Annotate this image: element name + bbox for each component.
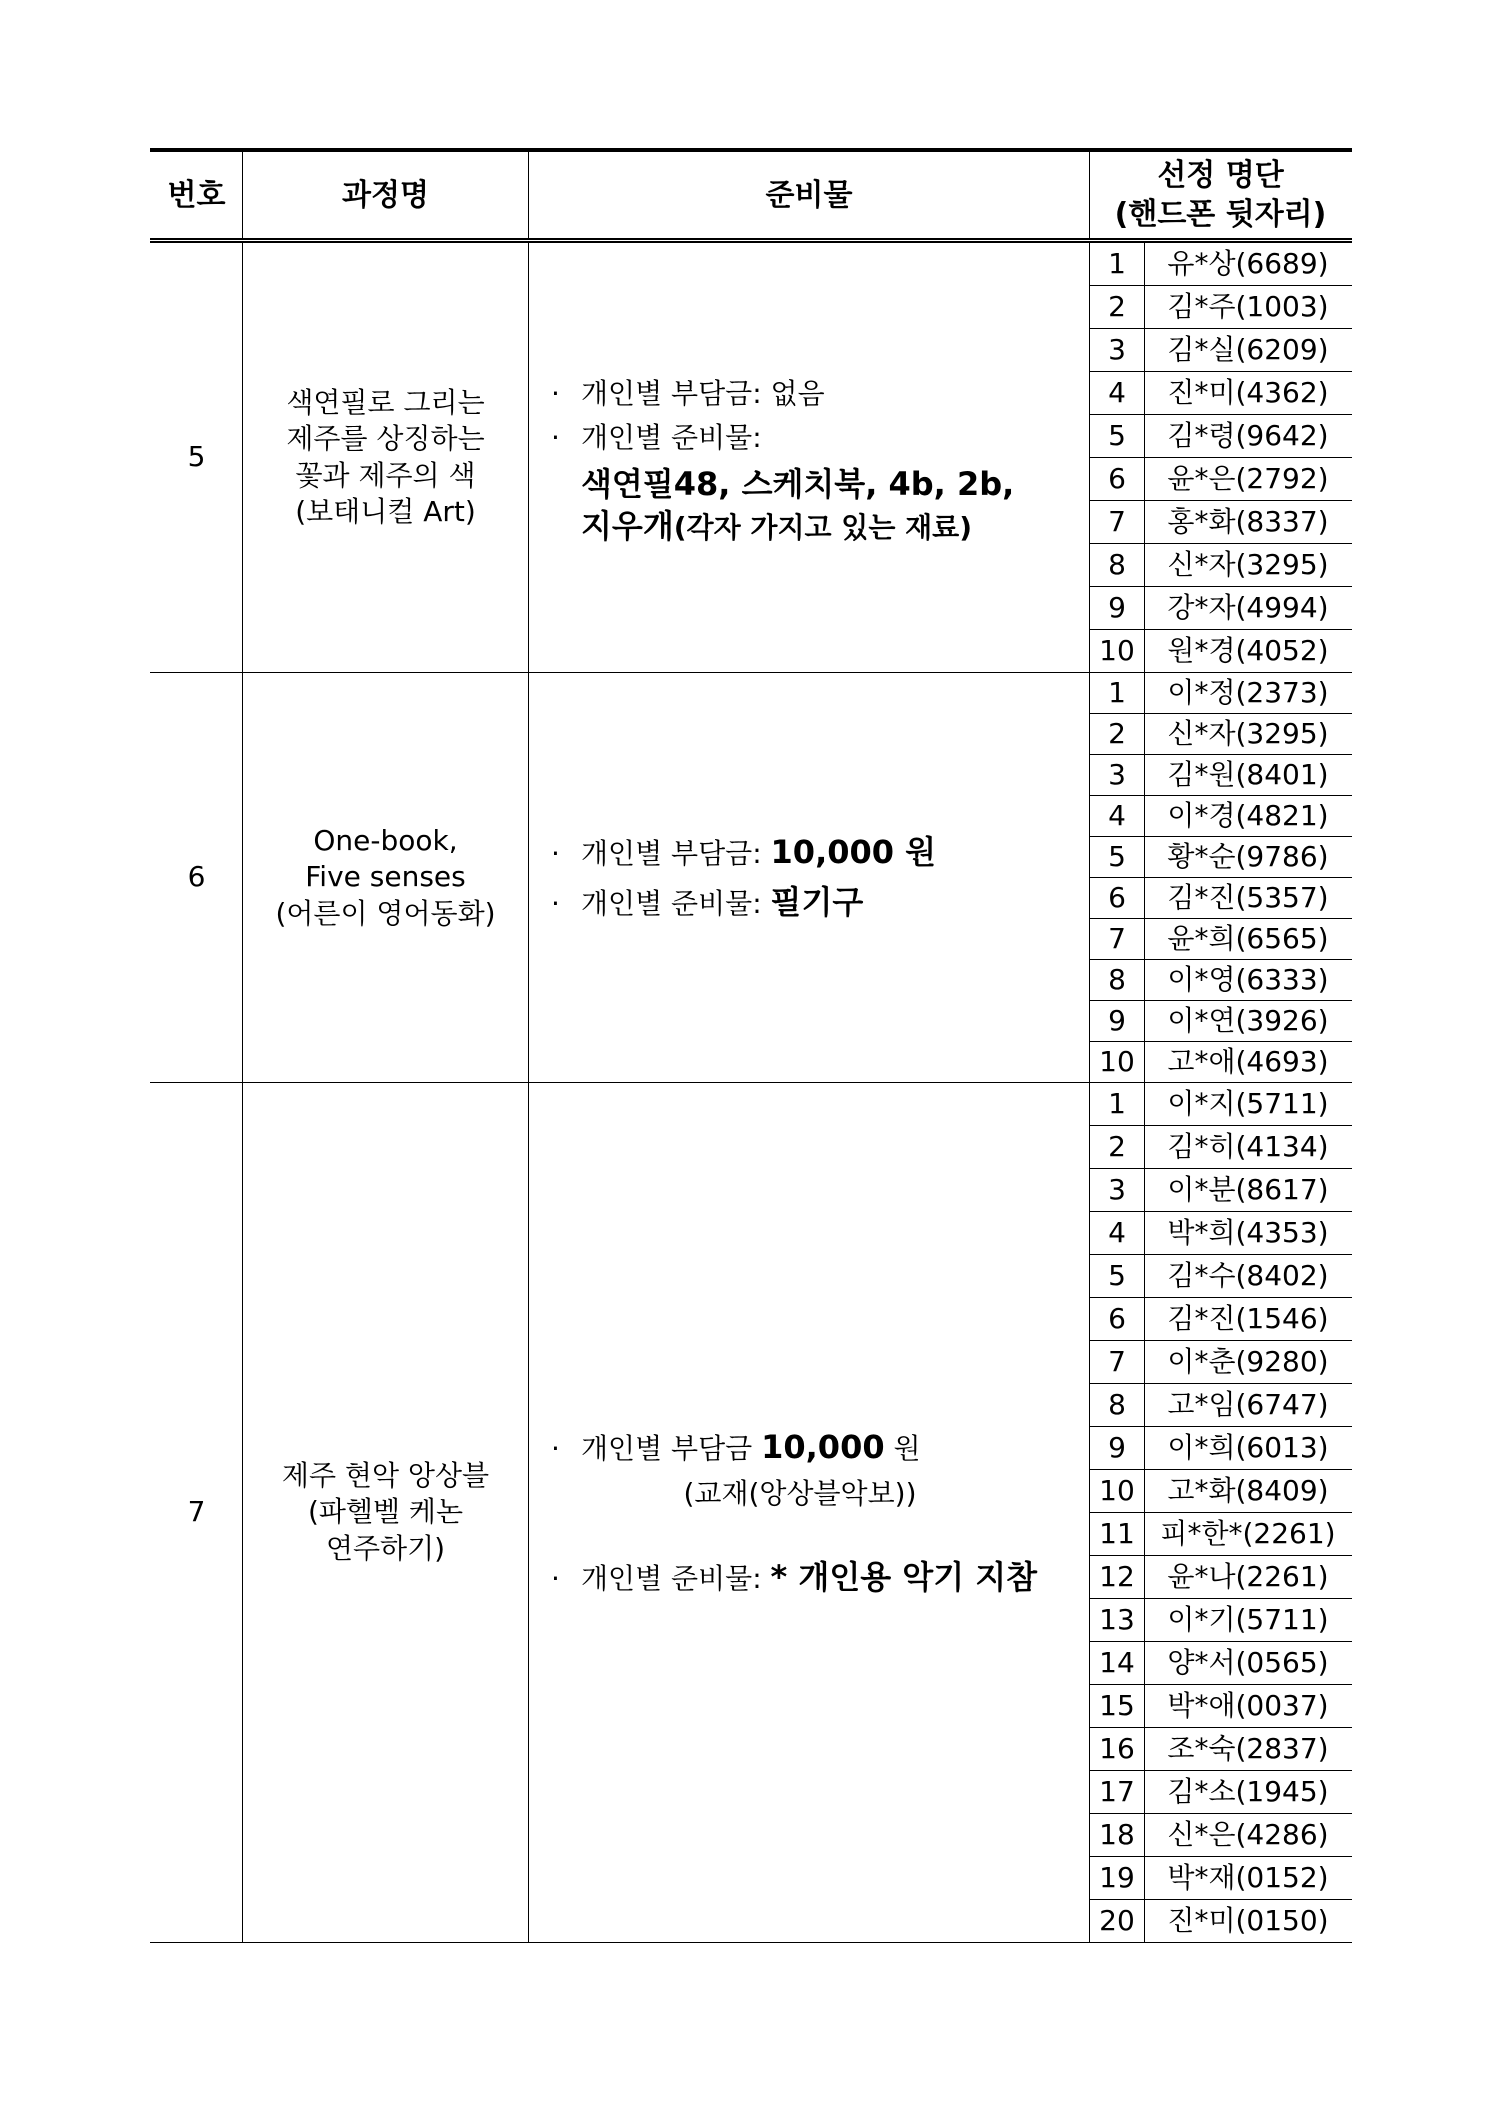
course-number: 7 — [151, 1083, 243, 1943]
list-index: 17 — [1090, 1771, 1145, 1814]
header-selection-list — [1090, 150, 1352, 241]
list-index: 18 — [1090, 1814, 1145, 1857]
bullet-dot: · — [551, 836, 560, 870]
selected-name: 신*자(3295) — [1145, 544, 1352, 587]
selected-name: 고*임(6747) — [1145, 1384, 1352, 1427]
fee-value: 10,000 원 — [770, 832, 937, 871]
selected-name: 이*분(8617) — [1145, 1169, 1352, 1212]
list-index: 1 — [1090, 1083, 1145, 1126]
items-value: 필기구 — [770, 882, 864, 921]
course-title — [243, 241, 529, 673]
selected-name: 김*주(1003) — [1145, 286, 1352, 329]
course-title — [243, 673, 529, 1083]
list-index: 1 — [1090, 241, 1145, 286]
list-index: 12 — [1090, 1556, 1145, 1599]
list-index: 8 — [1090, 1384, 1145, 1427]
selected-name: 박*애(0037) — [1145, 1685, 1352, 1728]
preparation-cell — [529, 1083, 1090, 1943]
preparation-line — [551, 376, 1089, 412]
items-note: (각자 가지고 있는 재료) — [673, 510, 973, 544]
selected-name: 윤*나(2261) — [1145, 1556, 1352, 1599]
list-index: 13 — [1090, 1599, 1145, 1642]
selected-name: 진*미(4362) — [1145, 372, 1352, 415]
selected-name: 이*연(3926) — [1145, 1001, 1352, 1042]
selected-name: 고*애(4693) — [1145, 1042, 1352, 1083]
list-index: 7 — [1090, 1341, 1145, 1384]
list-index: 5 — [1090, 1255, 1145, 1298]
selected-name: 이*기(5711) — [1145, 1599, 1352, 1642]
preparation-line — [551, 832, 1089, 874]
list-index: 4 — [1090, 372, 1145, 415]
selected-name: 김*히(4134) — [1145, 1126, 1352, 1169]
preparation-cell — [529, 241, 1090, 673]
items-detail — [551, 506, 1089, 548]
list-index: 5 — [1090, 415, 1145, 458]
bullet-dot: · — [551, 1561, 560, 1595]
table-row — [151, 1083, 1352, 1126]
list-index: 14 — [1090, 1642, 1145, 1685]
selected-name: 김*소(1945) — [1145, 1771, 1352, 1814]
selected-name: 조*숙(2837) — [1145, 1728, 1352, 1771]
list-index: 2 — [1090, 1126, 1145, 1169]
items-bold: 지우개 — [581, 506, 674, 545]
selected-name: 이*희(6013) — [1145, 1427, 1352, 1470]
header-preparation: 준비물 — [529, 150, 1090, 241]
header-list-line1: 선정 명단 — [1157, 158, 1284, 193]
list-index: 2 — [1090, 286, 1145, 329]
list-index: 8 — [1090, 960, 1145, 1001]
table-row — [151, 673, 1352, 714]
list-index: 6 — [1090, 878, 1145, 919]
preparation-line — [551, 1557, 1089, 1599]
fee-label: 개인별 부담금: 없음 — [581, 376, 825, 410]
bullet-dot: · — [551, 420, 560, 454]
bullet-dot: · — [551, 1431, 560, 1465]
list-index: 10 — [1090, 1042, 1145, 1083]
selection-roster-table — [150, 148, 1352, 1943]
list-index: 4 — [1090, 1212, 1145, 1255]
selected-name: 이*정(2373) — [1145, 673, 1352, 714]
selected-name: 박*희(4353) — [1145, 1212, 1352, 1255]
selected-name: 김*령(9642) — [1145, 415, 1352, 458]
selected-name: 김*진(1546) — [1145, 1298, 1352, 1341]
list-index: 19 — [1090, 1857, 1145, 1900]
list-index: 3 — [1090, 329, 1145, 372]
course-number: 5 — [151, 241, 243, 673]
course-title-line: (파헬벨 케논 — [307, 1495, 464, 1529]
course-title-line: 꽃과 제주의 색 — [295, 458, 476, 492]
course-title-line: 제주 현악 앙상블 — [281, 1458, 490, 1492]
selected-name: 강*자(4994) — [1145, 587, 1352, 630]
list-index: 11 — [1090, 1513, 1145, 1556]
preparation-line — [551, 1427, 1089, 1469]
fee-unit: 원 — [893, 1431, 921, 1465]
list-index: 15 — [1090, 1685, 1145, 1728]
course-title-line: (보태니컬 Art) — [295, 494, 476, 528]
list-index: 6 — [1090, 458, 1145, 501]
list-index: 8 — [1090, 544, 1145, 587]
items-label: 개인별 준비물: — [581, 420, 762, 454]
list-index: 5 — [1090, 837, 1145, 878]
selected-name: 이*지(5711) — [1145, 1083, 1352, 1126]
list-index: 9 — [1090, 1427, 1145, 1470]
selected-name: 양*서(0565) — [1145, 1642, 1352, 1685]
list-index: 1 — [1090, 673, 1145, 714]
course-title-line: 제주를 상징하는 — [286, 422, 485, 456]
course-title-line: (어른이 영어동화) — [275, 896, 496, 930]
selected-name: 신*은(4286) — [1145, 1814, 1352, 1857]
selected-name: 윤*은(2792) — [1145, 458, 1352, 501]
list-index: 7 — [1090, 501, 1145, 544]
fee-note: (교재(앙상블악보)) — [683, 1477, 917, 1511]
list-index: 3 — [1090, 755, 1145, 796]
list-index: 16 — [1090, 1728, 1145, 1771]
list-index: 7 — [1090, 919, 1145, 960]
selected-name: 신*자(3295) — [1145, 714, 1352, 755]
selected-name: 원*경(4052) — [1145, 630, 1352, 673]
selected-name: 고*화(8409) — [1145, 1470, 1352, 1513]
header-course: 과정명 — [243, 150, 529, 241]
list-index: 2 — [1090, 714, 1145, 755]
items-bold: 색연필48, 스케치북, 4b, 2b, — [581, 465, 1015, 504]
selected-name: 이*영(6333) — [1145, 960, 1352, 1001]
course-title-line: 색연필로 그리는 — [286, 385, 485, 419]
selected-name: 유*상(6689) — [1145, 241, 1352, 286]
fee-label: 개인별 부담금 — [581, 1431, 753, 1465]
course-title-line: 연주하기) — [325, 1531, 446, 1565]
list-index: 10 — [1090, 630, 1145, 673]
bullet-dot: · — [551, 886, 560, 920]
list-index: 20 — [1090, 1900, 1145, 1943]
selected-name: 피*한*(2261) — [1145, 1513, 1352, 1556]
bullet-dot: · — [551, 376, 560, 410]
list-index: 4 — [1090, 796, 1145, 837]
list-index: 9 — [1090, 1001, 1145, 1042]
fee-label: 개인별 부담금: — [581, 836, 762, 870]
table-header-row — [151, 150, 1352, 241]
course-number: 6 — [151, 673, 243, 1083]
selected-name: 김*실(6209) — [1145, 329, 1352, 372]
selected-name: 이*경(4821) — [1145, 796, 1352, 837]
selected-name: 진*미(0150) — [1145, 1900, 1352, 1943]
list-index: 6 — [1090, 1298, 1145, 1341]
fee-value: 10,000 — [761, 1427, 885, 1466]
selected-name: 황*순(9786) — [1145, 837, 1352, 878]
preparation-line — [551, 420, 1089, 456]
items-value: * 개인용 악기 지참 — [770, 1557, 1038, 1596]
preparation-line — [551, 882, 1089, 924]
selected-name: 이*춘(9280) — [1145, 1341, 1352, 1384]
list-index: 9 — [1090, 587, 1145, 630]
items-label: 개인별 준비물: — [581, 1561, 762, 1595]
selected-name: 윤*희(6565) — [1145, 919, 1352, 960]
roster-body — [151, 241, 1352, 1943]
items-detail — [551, 464, 1089, 506]
table-row — [151, 241, 1352, 286]
list-index: 10 — [1090, 1470, 1145, 1513]
selected-name: 홍*화(8337) — [1145, 501, 1352, 544]
selected-name: 김*원(8401) — [1145, 755, 1352, 796]
selected-name: 박*재(0152) — [1145, 1857, 1352, 1900]
selected-name: 김*수(8402) — [1145, 1255, 1352, 1298]
items-label: 개인별 준비물: — [581, 886, 762, 920]
course-title-line: One-book, — [313, 823, 458, 857]
list-index: 3 — [1090, 1169, 1145, 1212]
course-title-line: Five senses — [305, 860, 466, 894]
selected-name: 김*진(5357) — [1145, 878, 1352, 919]
header-number: 번호 — [151, 150, 243, 241]
header-list-line2: (핸드폰 뒷자리) — [1114, 197, 1327, 232]
course-title — [243, 1083, 529, 1943]
preparation-cell — [529, 673, 1090, 1083]
